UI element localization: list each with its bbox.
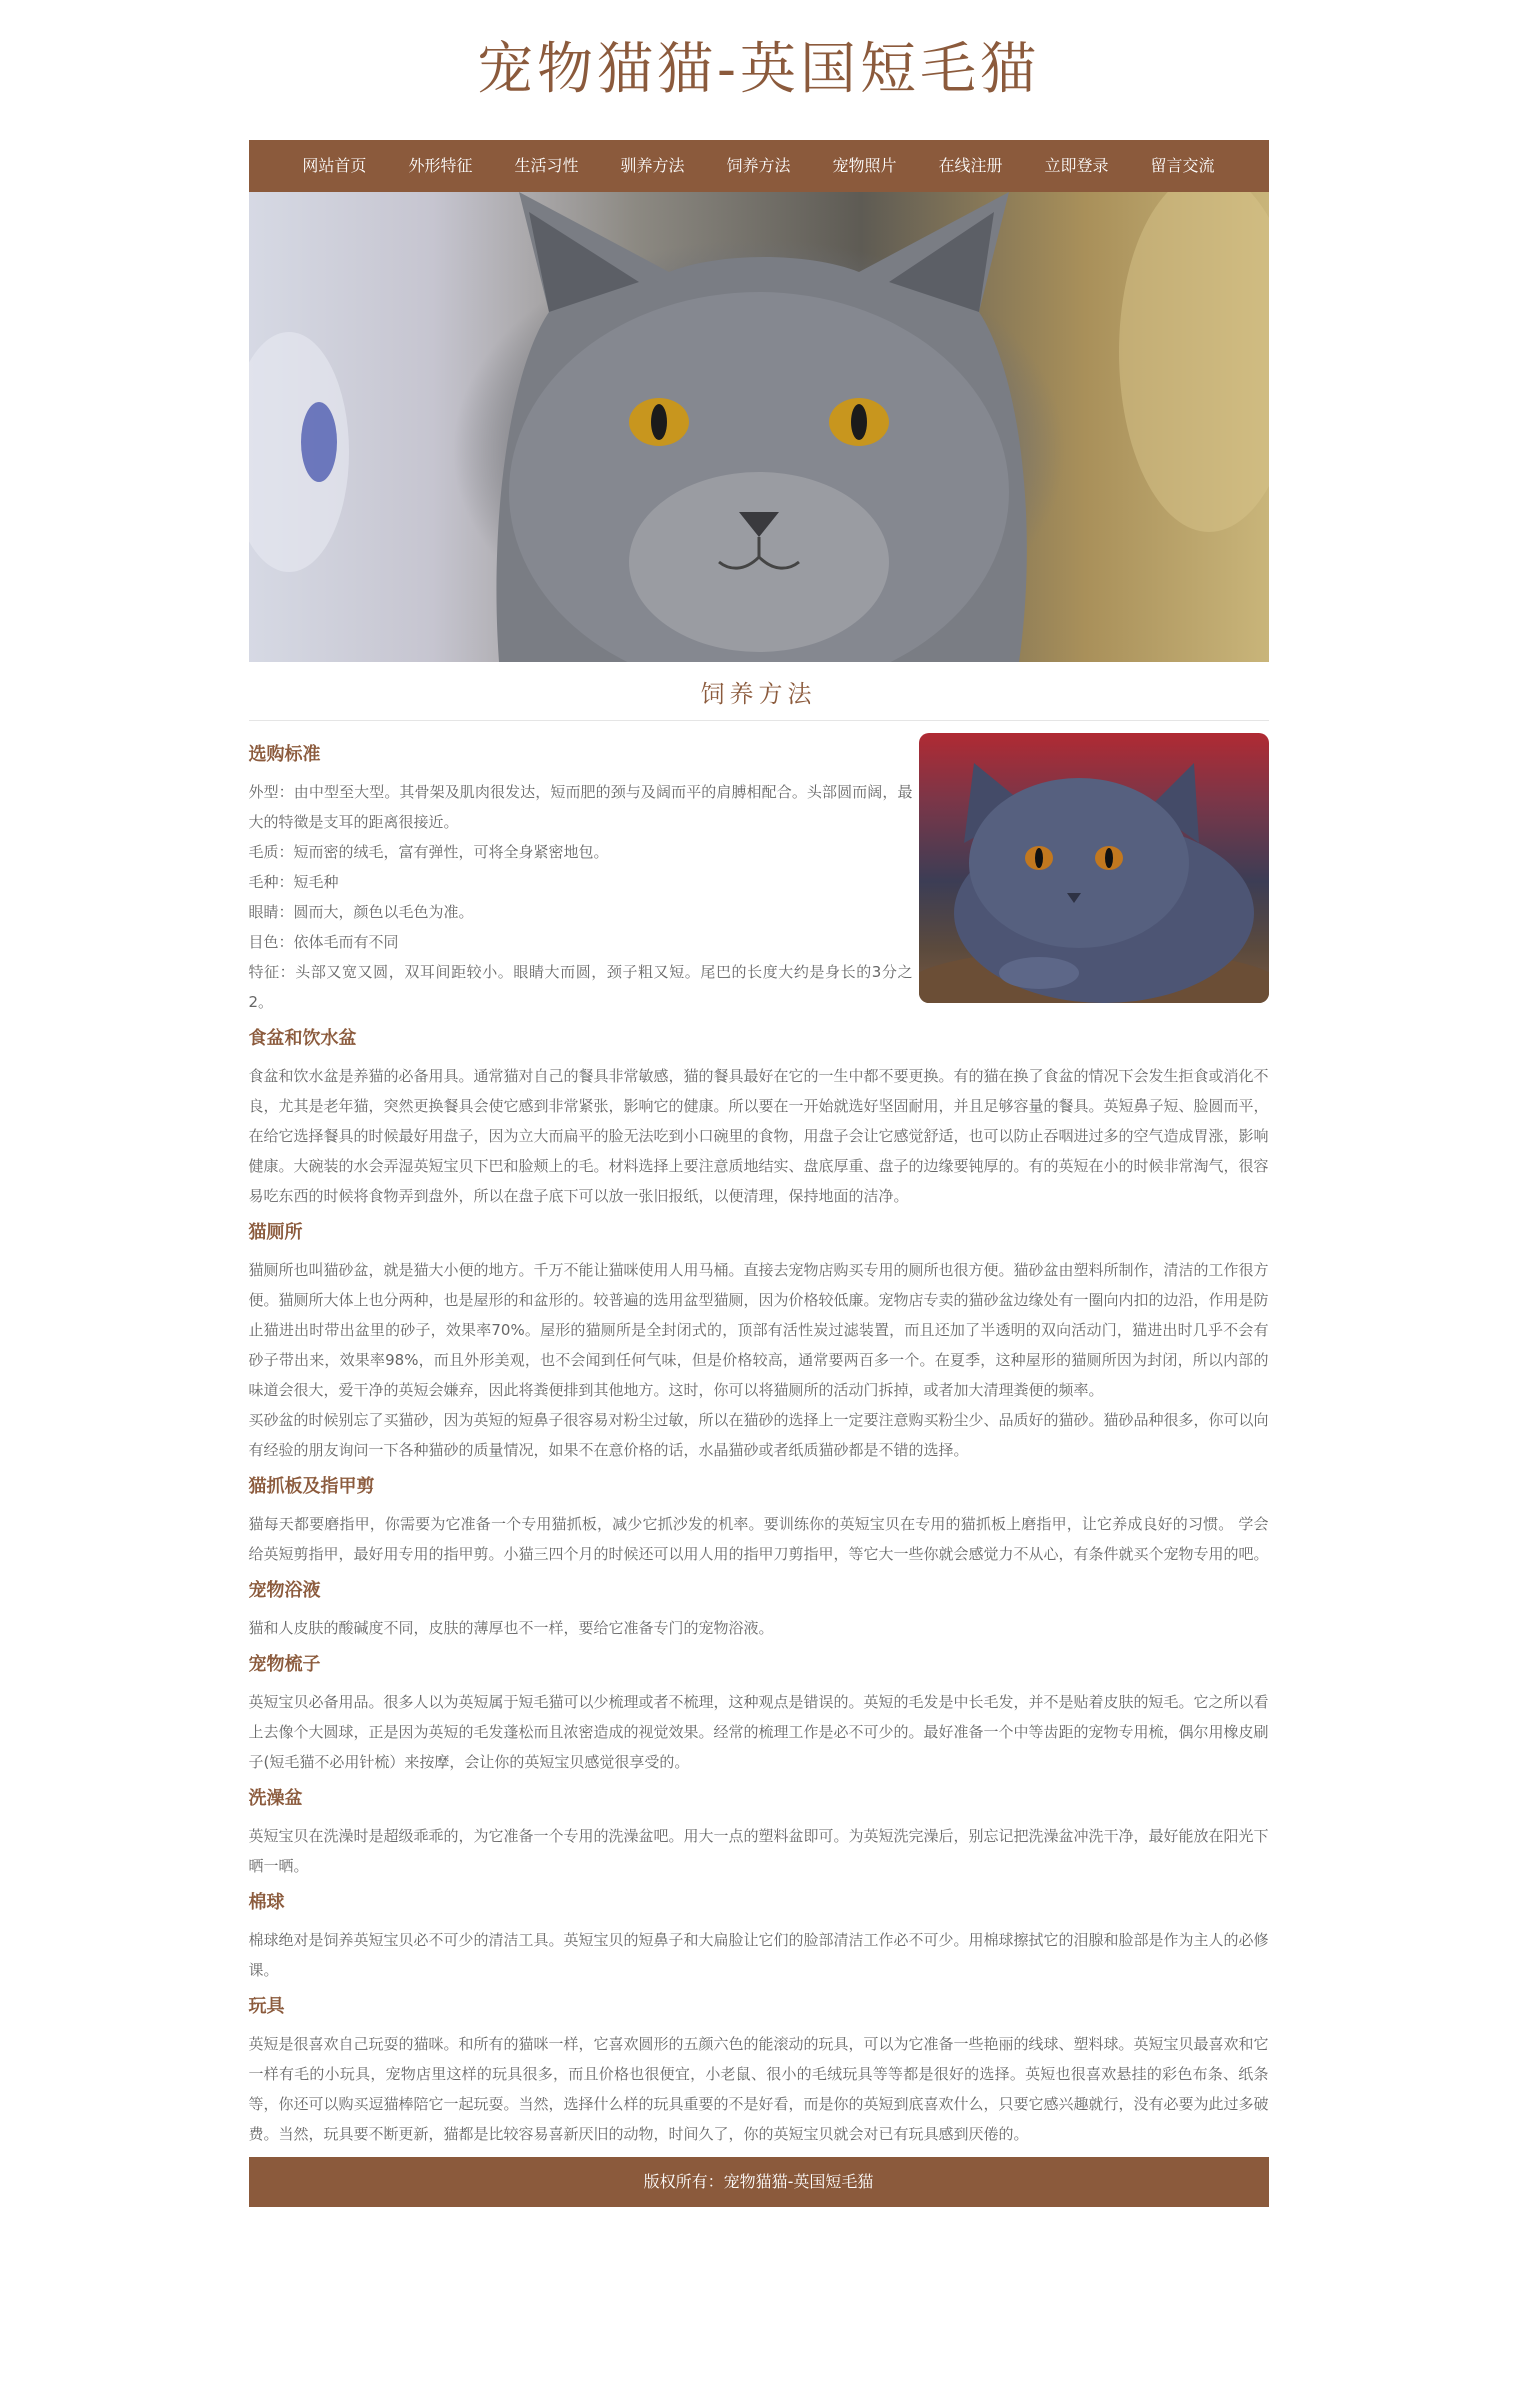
paragraph-shampoo: 猫和人皮肤的酸碱度不同，皮肤的薄厚也不一样，要给它准备专门的宠物浴液。 <box>248 1619 774 1637</box>
nav-item-feeding[interactable]: 饲养方法 <box>726 156 791 175</box>
section-title: 饲养方法 <box>249 662 1269 721</box>
nav-item-register[interactable]: 在线注册 <box>938 156 1003 175</box>
paragraph-features: 特征：头部又宽又圆，双耳间距较小。眼睛大而圆，颈子粗又短。尾巴的长度大约是身长的3分之2。 <box>248 963 913 1011</box>
section-heading-bowls: 食盆和饮水盆 <box>248 1028 357 1049</box>
section-heading-bathtub: 洗澡盆 <box>248 1788 303 1809</box>
cat-lying-illustration <box>919 733 1269 1003</box>
nav-item-habits[interactable]: 生活习性 <box>514 156 579 175</box>
paragraph-toys: 英短是很喜欢自己玩耍的猫咪。和所有的猫咪一样，它喜欢圆形的五颜六色的能滚动的玩具，可以为它准备一些艳丽的线球、塑料球。英短宝贝最喜欢和它一样有毛的小玩具，宠物店里这样的玩具很多，而且价格也很便宜，小老鼠、很小的毛绒玩具等等都是很好的选择。英短也很喜欢悬挂的彩色布条、纸条等，你还可以购买逗猫棒陪它一起玩耍。当然，选择什么样的玩具重要的不是好看，而是你的英短到底喜欢什么，只要它感兴趣就行，没有必要为此过多破费。当然，玩具要不断更新，猫都是比较容易喜新厌旧的动物，时间久了，你的英短宝贝就会对已有玩具感到厌倦的。 <box>248 2035 1269 2143</box>
paragraph-cotton: 棉球绝对是饲养英短宝贝必不可少的清洁工具。英短宝贝的短鼻子和大扁脸让它们的脸部清洁工作必不可少。用棉球擦拭它的泪腺和脸部是作为主人的必修课。 <box>248 1931 1269 1979</box>
section-heading-shampoo: 宠物浴液 <box>248 1580 321 1601</box>
section-heading-buying: 选购标准 <box>248 744 321 765</box>
banner-cat-photo <box>249 192 1269 662</box>
nav-item-photos[interactable]: 宠物照片 <box>832 156 897 175</box>
paragraph-eyes: 眼睛：圆而大，颜色以毛色为准。 <box>248 903 474 921</box>
nav-item-home[interactable]: 网站首页 <box>302 156 367 175</box>
paragraph-litter-box: 猫厕所也叫猫砂盆，就是猫大小便的地方。千万不能让猫咪使用人用马桶。直接去宠物店购买专用的厕所也很方便。猫砂盆由塑料所制作，清洁的工作很方便。猫厕所大体上也分两种，也是屋形的和盆形的。较普遍的选用盆型猫厕，因为价格较低廉。宠物店专卖的猫砂盆边缘处有一圈向内扣的边沿，作用是防止猫进出时带出盆里的砂子，效果率70%。屋形的猫厕所是全封闭式的，顶部有活性炭过滤装置，而且还加了半透明的双向活动门，猫进出时几乎不会有砂子带出来，效果率98%，而且外形美观，也不会闻到任何气味，但是价格较高，通常要两百多一个。在夏季，这种屋形的猫厕所因为封闭，所以内部的味道会很大，爱干净的英短会嫌弃，因此将粪便排到其他地方。这时，你可以将猫厕所的活动门拆掉，或者加大清理粪便的频率。 <box>248 1261 1269 1399</box>
paragraph-litter-sand: 买砂盆的时候别忘了买猫砂，因为英短的短鼻子很容易对粉尘过敏，所以在猫砂的选择上一定要注意购买粉尘少、品质好的猫砂。猫砂品种很多，你可以向有经验的朋友询问一下各种猫砂的质量情况，如果不在意价格的话，水晶猫砂或者纸质猫砂都是不错的选择。 <box>248 1411 1269 1459</box>
footer-copyright: 版权所有：宠物猫猫-英国短毛猫 <box>249 2157 1269 2207</box>
nav-item-training[interactable]: 驯养方法 <box>620 156 685 175</box>
paragraph-coat: 毛质：短而密的绒毛，富有弹性，可将全身紧密地包。 <box>248 843 609 861</box>
paragraph-eye-color: 目色：依体毛而有不同 <box>248 933 399 951</box>
paragraph-bowls: 食盆和饮水盆是养猫的必备用具。通常猫对自己的餐具非常敏感，猫的餐具最好在它的一生中都不要更换。有的猫在换了食盆的情况下会发生拒食或消化不良，尤其是老年猫，突然更换餐具会使它感到非常紧张，影响它的健康。所以要在一开始就选好坚固耐用，并且足够容量的餐具。英短鼻子短、脸圆而平，在给它选择餐具的时候最好用盘子，因为立大而扁平的脸无法吃到小口碗里的食物，用盘子会让它感觉舒适，也可以防止吞咽进过多的空气造成胃涨，影响健康。大碗装的水会弄湿英短宝贝下巴和脸颊上的毛。材料选择上要注意质地结实、盘底厚重、盘子的边缘要钝厚的。有的英短在小的时候非常淘气，很容易吃东西的时候将食物弄到盘外，所以在盘子底下可以放一张旧报纸，以便清理，保持地面的洁净。 <box>248 1067 1269 1205</box>
paragraph-comb: 英短宝贝必备用品。很多人以为英短属于短毛猫可以少梳理或者不梳理，这种观点是错误的。英短的毛发是中长毛发，并不是贴着皮肤的短毛。它之所以看上去像个大圆球，正是因为英短的毛发蓬松而且浓密造成的视觉效果。经常的梳理工作是必不可少的。最好准备一个中等齿距的宠物专用梳，偶尔用橡皮刷子(短毛猫不必用针梳）来按摩，会让你的英短宝贝感觉很享受的。 <box>248 1693 1269 1771</box>
section-heading-comb: 宠物梳子 <box>248 1654 321 1675</box>
cat-face-illustration <box>249 192 1269 662</box>
section-heading-litter: 猫厕所 <box>248 1222 303 1243</box>
paragraph-appearance: 外型：由中型至大型。其骨架及肌肉很发达，短而肥的颈与及阔而平的肩膊相配合。头部圆而阔，最大的特徵是支耳的距离很接近。 <box>248 783 913 831</box>
paragraph-coat-type: 毛种：短毛种 <box>248 873 339 891</box>
nav-item-appearance[interactable]: 外形特征 <box>408 156 473 175</box>
site-title: 宠物猫猫-英国短毛猫 <box>477 37 1040 102</box>
nav-item-guestbook[interactable]: 留言交流 <box>1150 156 1215 175</box>
content-area <box>249 721 1269 2149</box>
section-heading-toys: 玩具 <box>248 1996 285 2017</box>
paragraph-bathtub: 英短宝贝在洗澡时是超级乖乖的，为它准备一个专用的洗澡盆吧。用大一点的塑料盆即可。为英短洗完澡后，别忘记把洗澡盆冲洗干净，最好能放在阳光下晒一晒。 <box>248 1827 1269 1875</box>
section-heading-cotton: 棉球 <box>248 1892 285 1913</box>
section-heading-scratcher: 猫抓板及指甲剪 <box>248 1476 375 1497</box>
paragraph-scratcher: 猫每天都要磨指甲，你需要为它准备一个专用猫抓板，减少它抓沙发的机率。要训练你的英短宝贝在专用的猫抓板上磨指甲，让它养成良好的习惯。 学会给英短剪指甲，最好用专用的指甲剪。小猫三四个月的时候还可以用人用的指甲刀剪指甲，等它大一些你就会感觉力不从心，有条件就买个宠物专用的吧。 <box>248 1515 1269 1563</box>
page-container <box>249 140 1269 2207</box>
main-nav <box>249 140 1269 192</box>
cat-photo-thumbnail <box>919 733 1269 1003</box>
nav-item-login[interactable]: 立即登录 <box>1044 156 1109 175</box>
